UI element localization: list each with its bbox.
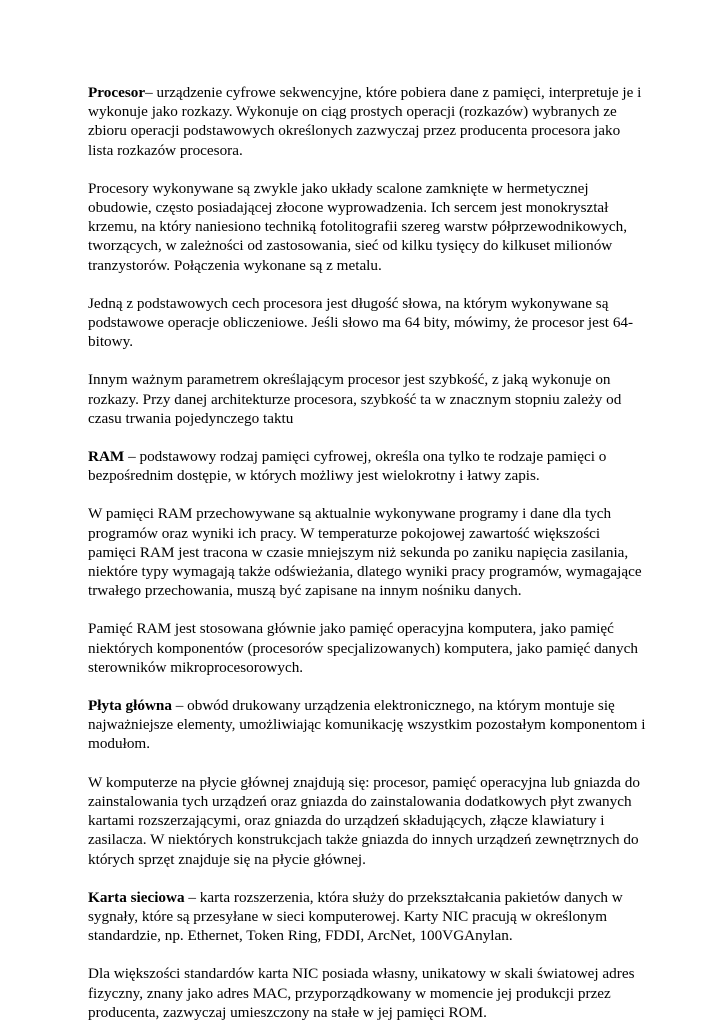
paragraph-text: W komputerze na płycie głównej znajdują się: procesor, pamięć operacyjna lub gniazda do zainstalowania tych urządzeń oraz gniazda do zainstalowania dodatkowych płyt zwanych kartami rozszerzającymi, oraz gniazda do urządzeń składujących, złącze klawiatury i zasilacza. W niektórych konstrukcjach także gniazda do innych urządzeń zewnętrznych do których sprzęt znajduje się na płycie głównej.: [88, 773, 640, 868]
term-ram: RAM: [88, 448, 125, 466]
paragraph-text: Innym ważnym parametrem określającym procesor jest szybkość, z jaką wykonuje on rozkazy. Przy danej architekturze procesora, szybkość ta w znacznym stopniu zależy od czasu trwania pojedynczego taktu: [88, 371, 622, 427]
paragraph-text: Pamięć RAM jest stosowana głównie jako pamięć operacyjna komputera, jako pamięć niektórych komponentów (procesorów specjalizowanych) komputera, jako pamięć danych sterowników mikroprocesorowych.: [88, 620, 638, 676]
term-motherboard: Płyta główna: [88, 697, 172, 715]
document-page: [88, 83, 648, 1022]
paragraph-ram-contents: [88, 504, 648, 600]
term-processor: Procesor: [88, 84, 146, 101]
paragraph-processor-definition: [88, 83, 648, 160]
paragraph-ram-definition: [88, 447, 648, 485]
term-network-card: Karta sieciowa: [88, 888, 185, 906]
paragraph-network-card-definition: [88, 888, 648, 946]
paragraph-text: – karta rozszerzenia, która służy do przekształcania pakietów danych w sygnały, które są przesyłane w sieci komputerowej. Karty NIC pracują w określonym standardzie, np. Ethernet, Token Ring, FDDI, ArcNet, 100VGAnylan.: [88, 888, 623, 945]
paragraph-motherboard-components: [88, 773, 648, 869]
paragraph-network-card-mac: [88, 964, 648, 1022]
paragraph-processor-construction: [88, 179, 648, 275]
paragraph-processor-speed: [88, 370, 648, 428]
paragraph-ram-usage: [88, 619, 648, 677]
paragraph-text: W pamięci RAM przechowywane są aktualnie wykonywane programy i dane dla tych programów oraz wyniki ich pracy. W temperaturze pokojowej zawartość większości pamięci RAM jest tracona w czasie mniejszym niż sekunda po zaniku napięcia zasilania, niektóre typy wymagają także odświeżania, dlatego wyniki pracy programów, wymagające trwałego przechowania, muszą być zapisane na innym nośniku danych.: [88, 505, 642, 600]
paragraph-text: Dla większości standardów karta NIC posiada własny, unikatowy w skali światowej adres fizyczny, znany jako adres MAC, przyporządkowany w momencie jej produkcji przez producenta, zazwyczaj umieszczony na stałe w jej pamięci ROM.: [88, 965, 635, 1021]
paragraph-text: Procesory wykonywane są zwykle jako układy scalone zamknięte w hermetycznej obudowie, często posiadającej złocone wyprowadzenia. Ich sercem jest monokryształ krzemu, na który naniesiono techniką fotolitografii szereg warstw półprzewodnikowych, tworzących, w zależności od zastosowania, sieć od kilku tysięcy do kilkuset milionów tranzystorów. Połączenia wykonane są z metalu.: [88, 179, 627, 274]
paragraph-text: – obwód drukowany urządzenia elektronicznego, na którym montuje się najważniejsze elementy, umożliwiając komunikację wszystkim pozostałym komponentom i modułom.: [88, 697, 646, 753]
paragraph-text: – podstawowy rodzaj pamięci cyfrowej, określa ona tylko te rodzaje pamięci o bezpośrednim dostępie, w których możliwy jest wielokrotny i łatwy zapis.: [88, 448, 607, 485]
paragraph-text: Jedną z podstawowych cech procesora jest długość słowa, na którym wykonywane są podstawowe operacje obliczeniowe. Jeśli słowo ma 64 bity, mówimy, że procesor jest 64-bitowy.: [88, 294, 634, 351]
paragraph-text: – urządzenie cyfrowe sekwencyjne, które pobiera dane z pamięci, interpretuje je i wykonuje jako rozkazy. Wykonuje on ciąg prostych operacji (rozkazów) wybranych ze zbioru operacji podstawowych określonych zazwyczaj przez producenta procesora jako lista rozkazów procesora.: [88, 84, 642, 159]
paragraph-motherboard-definition: [88, 696, 648, 754]
paragraph-processor-word-length: [88, 294, 648, 352]
